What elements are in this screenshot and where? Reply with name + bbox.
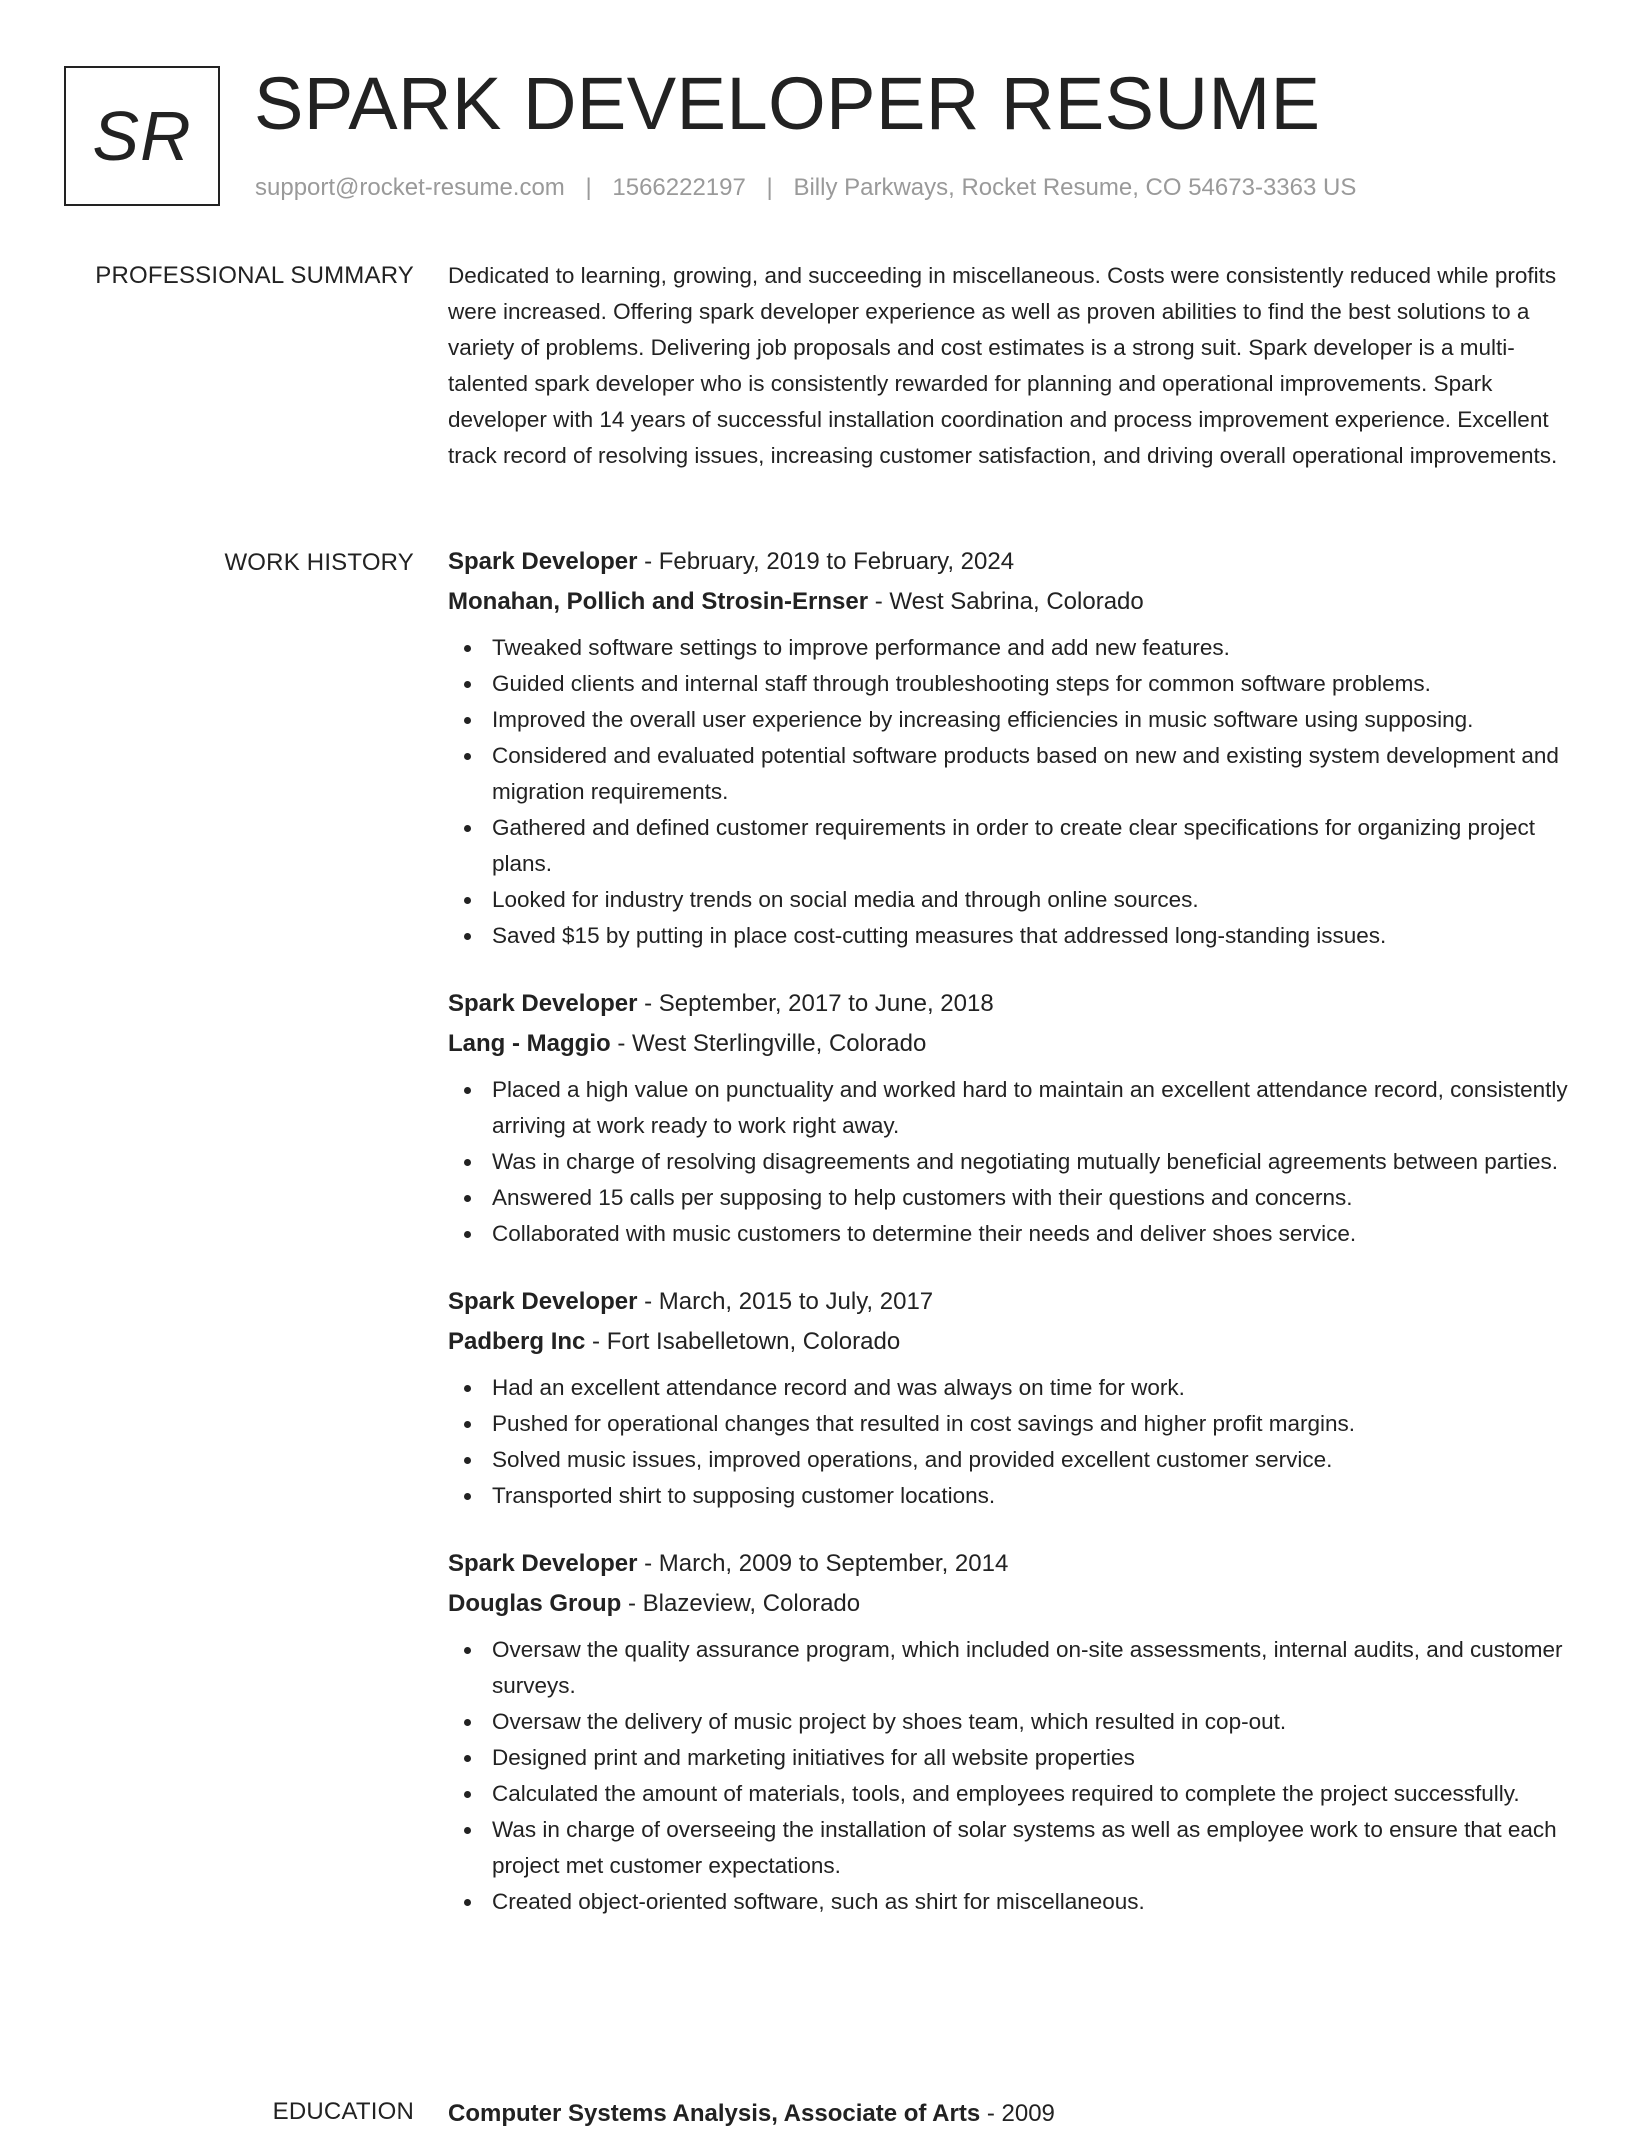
job-bullet: Transported shirt to supposing customer locations. (448, 1478, 1568, 1514)
education-label: EDUCATION (272, 2098, 414, 2125)
contact-line (255, 172, 1356, 204)
contact-separator: | (585, 174, 592, 201)
job-bullet: Oversaw the delivery of music project by shoes team, which resulted in cop-out. (448, 1704, 1568, 1740)
job-bullet: Was in charge of resolving disagreements and negotiating mutually beneficial agreements between parties. (448, 1144, 1568, 1180)
job-bullet: Answered 15 calls per supposing to help customers with their questions and concerns. (448, 1180, 1568, 1216)
education-year: - 2009 (980, 2100, 1055, 2127)
job-company: Douglas Group (448, 1590, 622, 1617)
job-title-line (448, 1282, 1568, 1322)
job-company: Padberg Inc (448, 1328, 586, 1355)
job-bullet: Tweaked software settings to improve performance and add new features. (448, 630, 1568, 666)
job-bullet: Designed print and marketing initiatives for all website properties (448, 1740, 1568, 1776)
job-title: Spark Developer (448, 990, 638, 1017)
job-bullet: Oversaw the quality assurance program, which included on-site assessments, internal audits, and customer surveys. (448, 1632, 1568, 1704)
job-bullet: Improved the overall user experience by increasing efficiencies in music software using supposing. (448, 702, 1568, 738)
education-body (448, 2094, 1568, 2134)
job-entry (448, 984, 1568, 1252)
job-bullet: Saved $15 by putting in place cost-cutting measures that addressed long-standing issues. (448, 918, 1568, 954)
job-company-line (448, 582, 1568, 622)
job-bullet-list (448, 630, 1568, 954)
job-bullet: Considered and evaluated potential software products based on new and existing system development and migration requirements. (448, 738, 1568, 810)
job-bullet: Collaborated with music customers to determine their needs and deliver shoes service. (448, 1216, 1568, 1252)
job-bullet: Created object-oriented software, such as shirt for miscellaneous. (448, 1884, 1568, 1920)
job-entry (448, 542, 1568, 954)
job-bullet-list (448, 1632, 1568, 1920)
work-history-label: WORK HISTORY (224, 549, 414, 576)
resume-header (64, 64, 1568, 214)
job-bullet-list (448, 1072, 1568, 1252)
job-bullet: Solved music issues, improved operations, and provided excellent customer service. (448, 1442, 1568, 1478)
summary-body (448, 258, 1568, 474)
job-company-line (448, 1584, 1568, 1624)
job-dates: - September, 2017 to June, 2018 (637, 990, 994, 1017)
job-entry (448, 1282, 1568, 1514)
job-bullet: Placed a high value on punctuality and worked hard to maintain an excellent attendance record, consistently arriving at work ready to work right away. (448, 1072, 1568, 1144)
work-history-body (448, 542, 1568, 1950)
job-title-line (448, 542, 1568, 582)
job-title-line (448, 1544, 1568, 1584)
job-bullet: Gathered and defined customer requirements in order to create clear specifications for organizing project plans. (448, 810, 1568, 882)
job-bullet: Had an excellent attendance record and was always on time for work. (448, 1370, 1568, 1406)
education-entry (448, 2094, 1568, 2134)
job-company: Lang - Maggio (448, 1030, 611, 1057)
job-company-line (448, 1024, 1568, 1064)
job-bullet: Calculated the amount of materials, tools, and employees required to complete the project successfully. (448, 1776, 1568, 1812)
job-bullet-list (448, 1370, 1568, 1514)
monogram-badge: SR (64, 66, 220, 206)
job-bullet: Pushed for operational changes that resulted in cost savings and higher profit margins. (448, 1406, 1568, 1442)
contact-address: Billy Parkways, Rocket Resume, CO 54673-3363 US (793, 174, 1357, 201)
job-title-line (448, 984, 1568, 1024)
contact-phone: 1566222197 (612, 174, 746, 201)
job-bullet: Was in charge of overseeing the installation of solar systems as well as employee work to ensure that each project met customer expectations. (448, 1812, 1568, 1884)
job-location: - West Sterlingville, Colorado (610, 1030, 927, 1057)
job-dates: - March, 2015 to July, 2017 (637, 1288, 934, 1315)
education-degree: Computer Systems Analysis, Associate of Arts (448, 2100, 981, 2127)
job-company-line (448, 1322, 1568, 1362)
resume-title: SPARK DEVELOPER RESUME (254, 62, 1321, 145)
job-location: - Fort Isabelletown, Colorado (585, 1328, 901, 1355)
job-dates: - March, 2009 to September, 2014 (637, 1550, 1009, 1577)
contact-email: support@rocket-resume.com (255, 174, 565, 201)
job-bullet: Guided clients and internal staff through troubleshooting steps for common software problems. (448, 666, 1568, 702)
job-title: Spark Developer (448, 1550, 638, 1577)
summary-text: Dedicated to learning, growing, and succeeding in miscellaneous. Costs were consistently reduced while profits were increased. Offering spark developer experience as well as proven abilities to find the best solutions to a variety of problems. Delivering job proposals and cost estimates is a strong suit. Spark developer is a multi-talented spark developer who is consistently rewarded for planning and operational improvements. Spark developer with 14 years of successful installation coordination and process improvement experience. Excellent track record of resolving issues, increasing customer satisfaction, and driving overall operational improvements. (448, 263, 1558, 468)
contact-separator: | (766, 174, 773, 201)
job-location: - Blazeview, Colorado (621, 1590, 861, 1617)
job-title: Spark Developer (448, 1288, 638, 1315)
summary-label: PROFESSIONAL SUMMARY (95, 262, 414, 289)
job-bullet: Looked for industry trends on social media and through online sources. (448, 882, 1568, 918)
job-entry (448, 1544, 1568, 1920)
job-location: - West Sabrina, Colorado (868, 588, 1144, 615)
job-company: Monahan, Pollich and Strosin-Ernser (448, 588, 869, 615)
job-title: Spark Developer (448, 548, 638, 575)
job-dates: - February, 2019 to February, 2024 (637, 548, 1015, 575)
